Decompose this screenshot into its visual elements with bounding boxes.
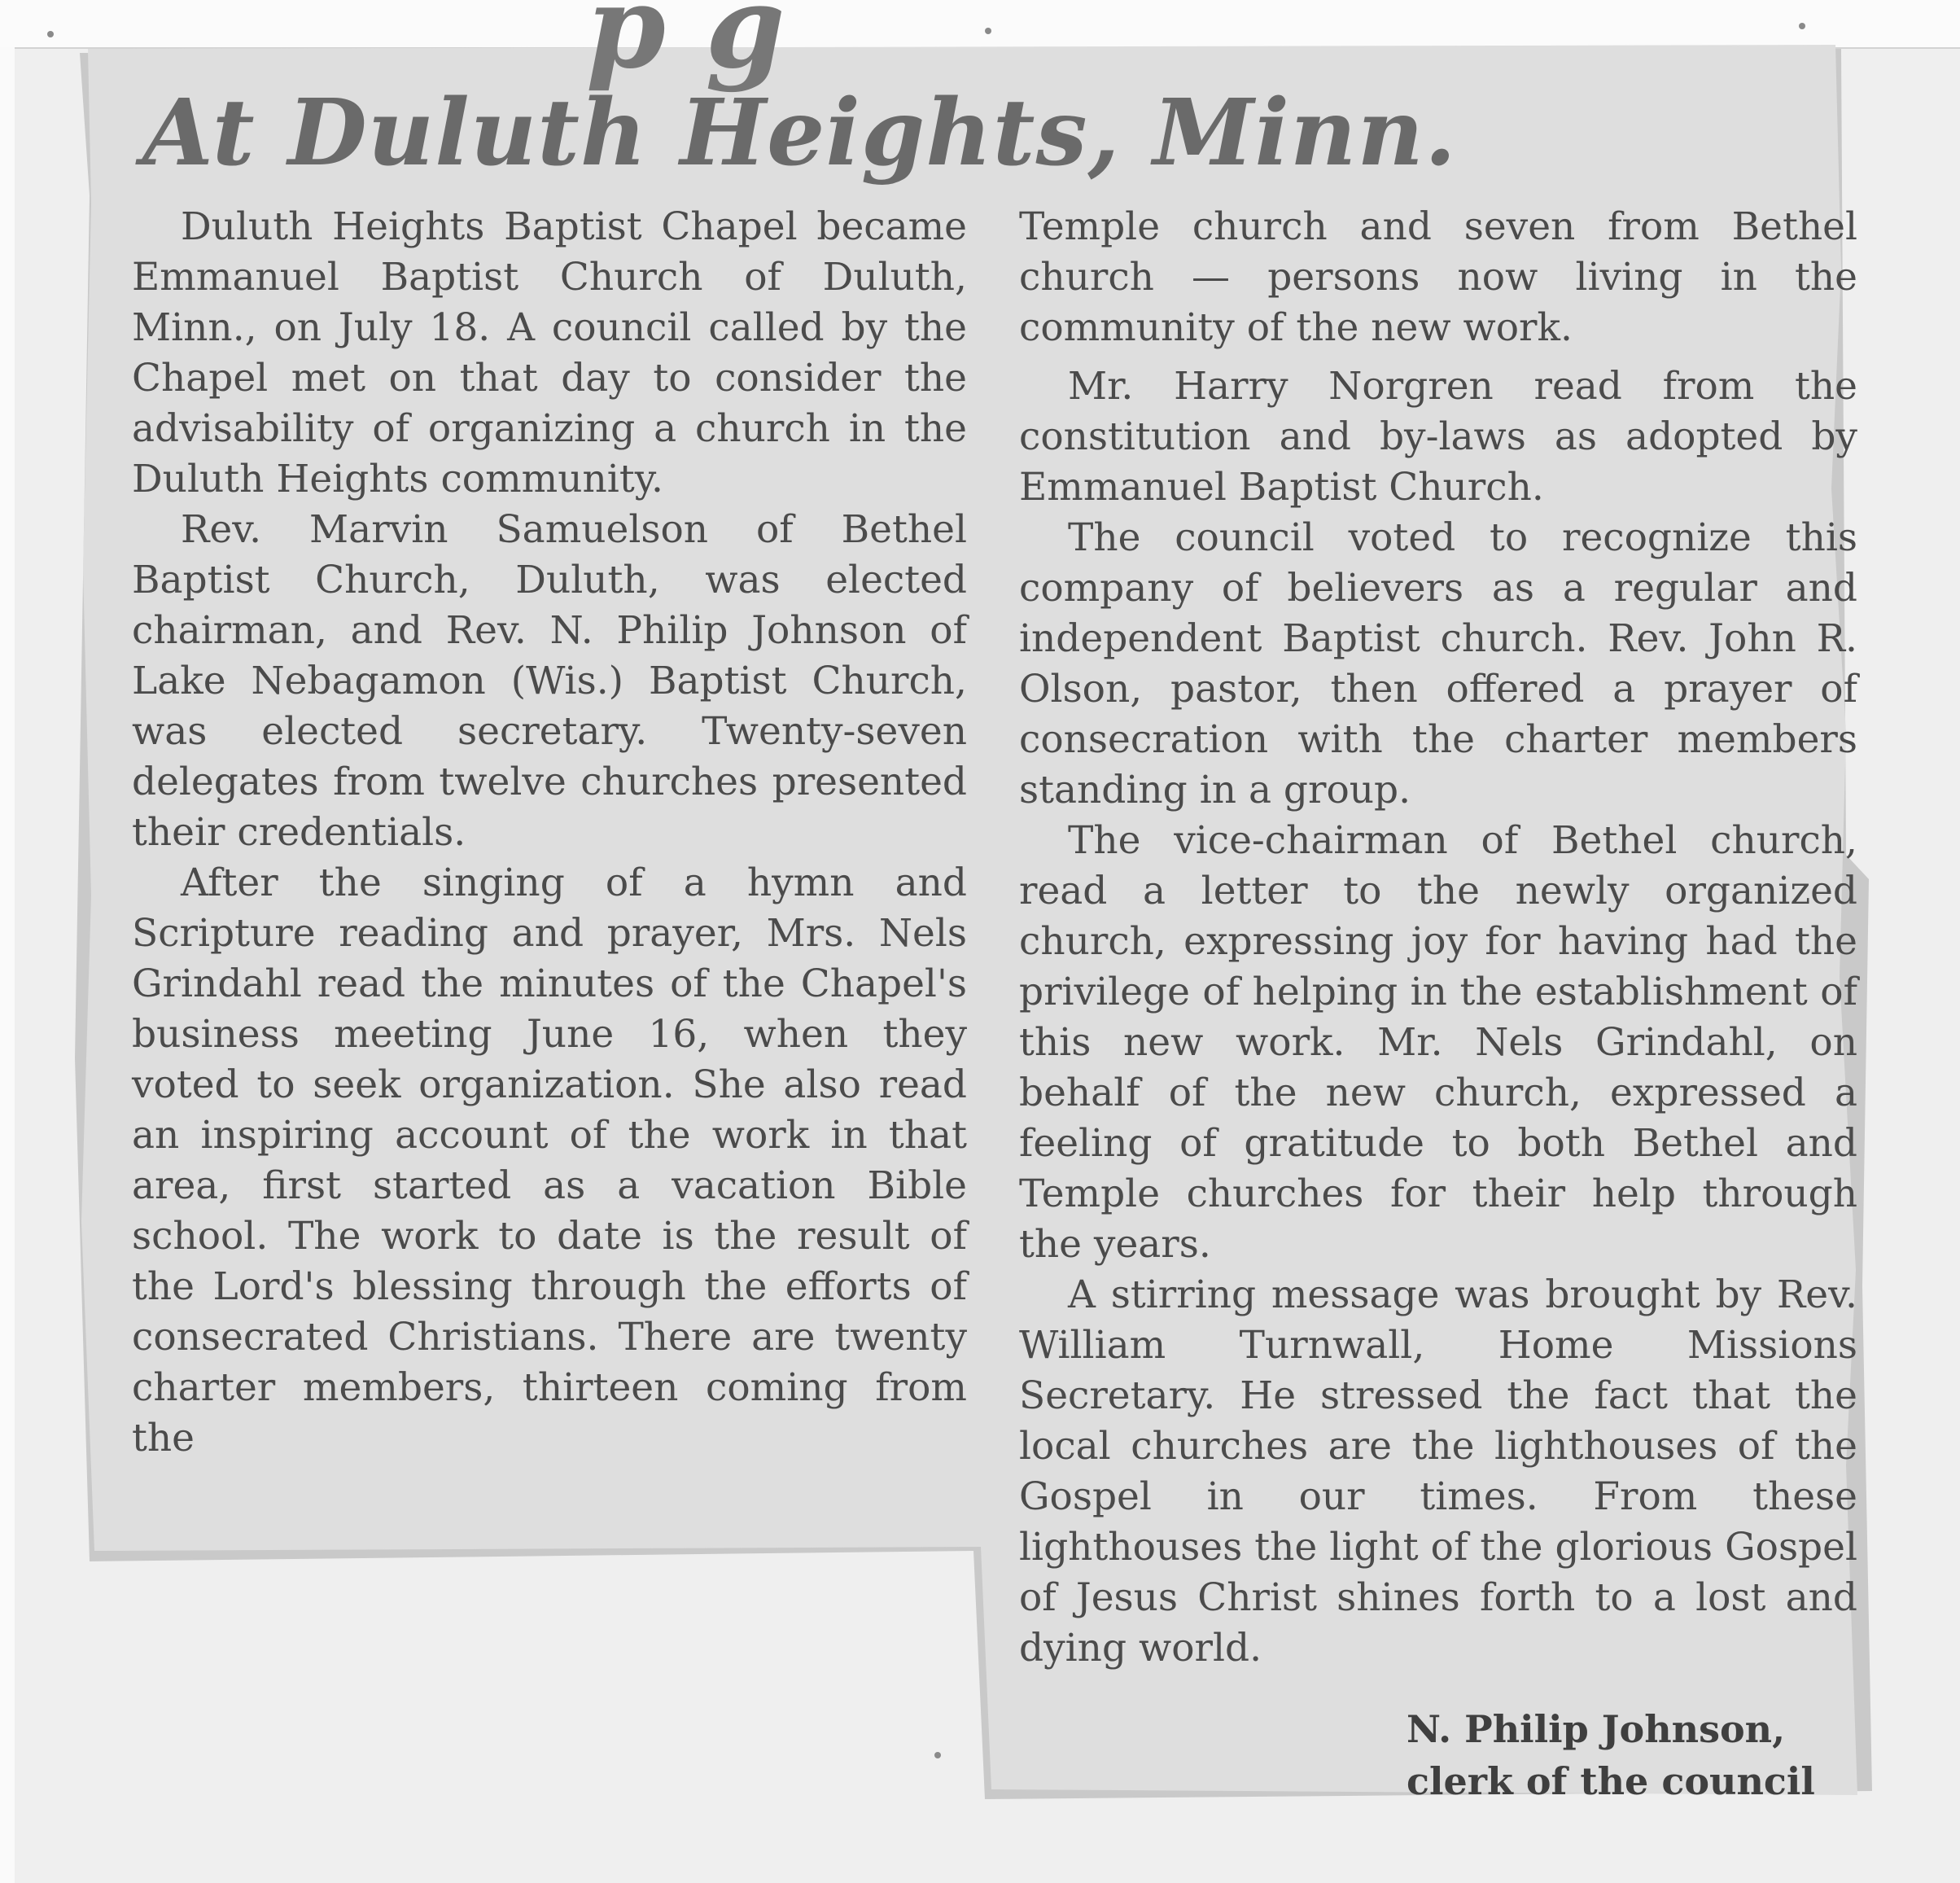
paragraph: Mr. Harry Norgren read from the constitution and by-laws as adopted by Emmanuel Baptist Church. — [1019, 364, 1857, 510]
headline: At Duluth Heights, Minn. — [142, 80, 1457, 186]
right-column — [1019, 202, 1857, 1674]
signature-name: N. Philip Johnson, — [1407, 1707, 1786, 1751]
headline-fragment-text: p g — [586, 0, 785, 94]
headline-fragment — [586, 0, 1253, 94]
paragraph-continuation: Temple church and seven from Bethel church — persons now living in the community of the new work. — [1019, 204, 1857, 350]
paragraph: Rev. Marvin Samuelson of Bethel Baptist Church, Duluth, was elected chairman, and Rev. N. Philip Johnson of Lake Nebagamon (Wis.) Baptist Church, was elected secretary. Twenty-seven delegates from twelve churches presented their credentials. — [132, 507, 967, 855]
signature-block — [1407, 1703, 1815, 1807]
paragraph: The council voted to recognize this company of believers as a regular and independent Baptist church. Rev. John R. Olson, pastor, then offered a prayer of consecration with the charter members standing in a group. — [1019, 515, 1857, 812]
left-column — [132, 202, 967, 1464]
paragraph: Duluth Heights Baptist Chapel became Emmanuel Baptist Church of Duluth, Minn., on July 18. A council called by the Chapel met on that day to consider the advisability of organizing a church in the Duluth Heights community. — [132, 204, 967, 501]
paragraph: After the singing of a hymn and Scripture reading and prayer, Mrs. Nels Grindahl read the minutes of the Chapel's business meeting June 16, when they voted to seek organization. She also read an inspiring account of the work in that area, first started as a vacation Bible school. The work to date is the result of the Lord's blessing through the efforts of consecrated Christians. There are twenty charter members, thirteen coming from the — [132, 860, 967, 1460]
paragraph: The vice-chairman of Bethel church, read a letter to the newly organized church, expressing joy for having had the privilege of helping in the establishment of this new work. Mr. Nels Grindahl, on behalf of the new church, expressed a feeling of gratitude to both Bethel and Temple churches for their help through the years. — [1019, 818, 1857, 1267]
paragraph: A stirring message was brought by Rev. William Turnwall, Home Missions Secretary. He stressed the fact that the local churches are the lighthouses of the Gospel in our times. From these lighthouses the light of the glorious Gospel of Jesus Christ shines forth to a lost and dying world. — [1019, 1272, 1857, 1671]
signature-title: clerk of the council — [1407, 1759, 1815, 1803]
